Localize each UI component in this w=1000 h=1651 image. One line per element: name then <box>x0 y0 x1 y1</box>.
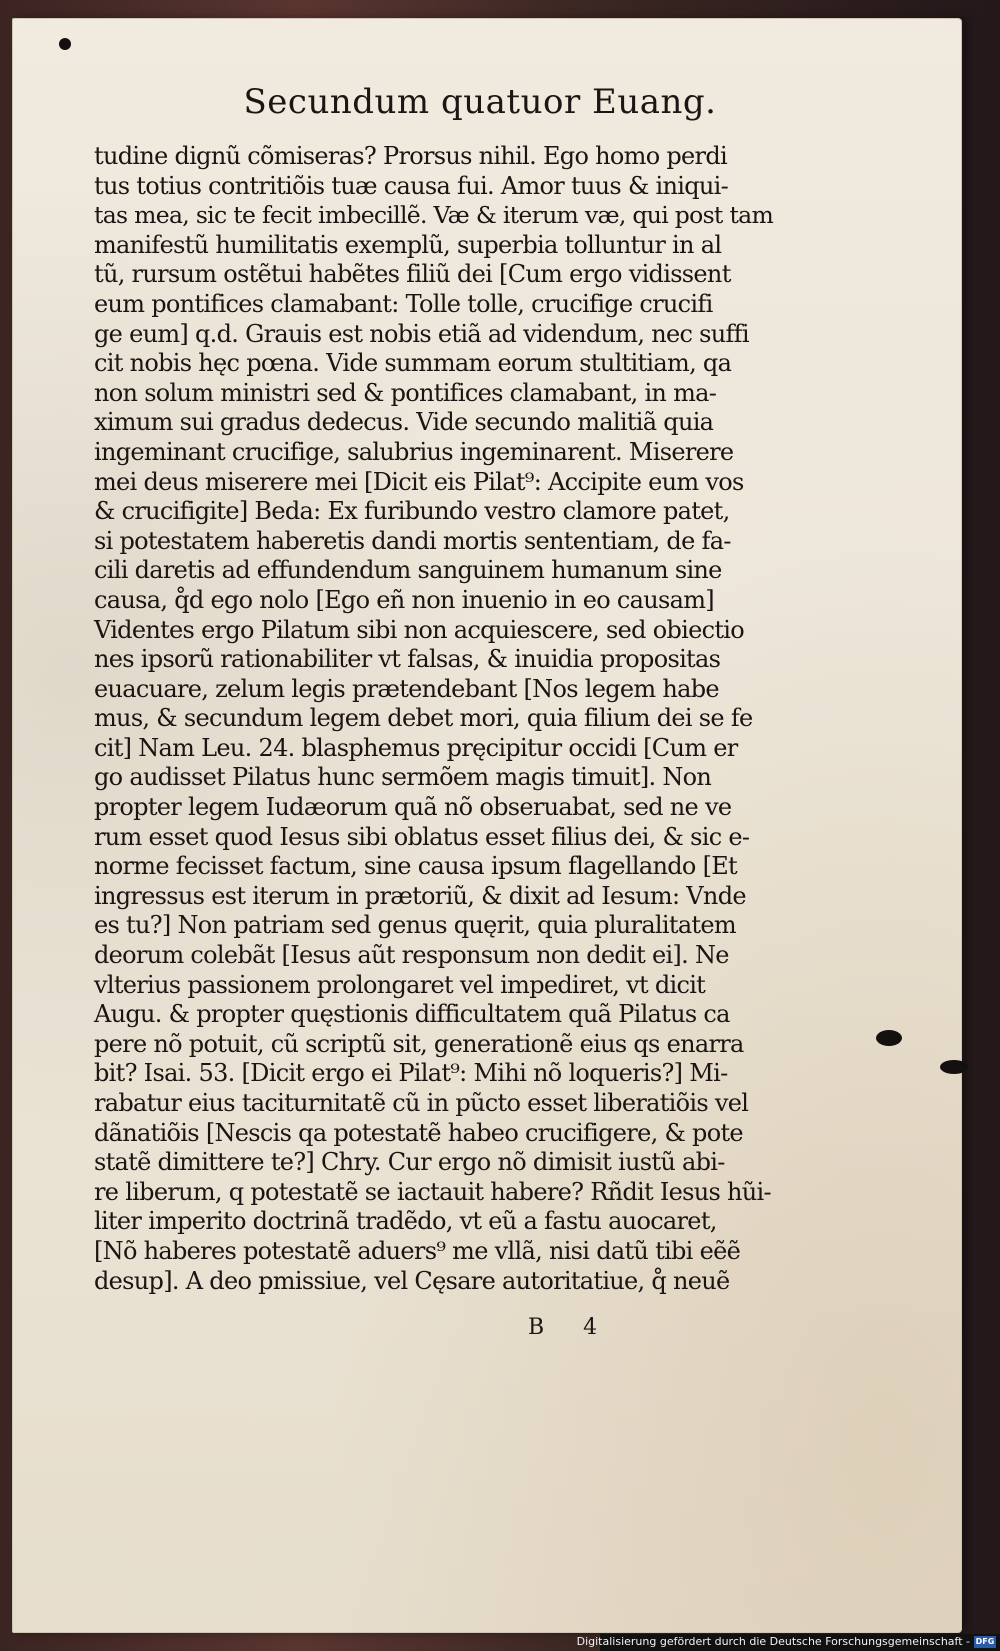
text-line: es tu?] Non patriam sed genus quęrit, quia pluralitatem <box>94 911 736 940</box>
text-line: ingressus est iterum in prætoriũ, & dixit ad Iesum: Vnde <box>94 881 746 910</box>
text-line: tas mea, sic te fecit imbecillẽ. Væ & iterum væ, qui post tam <box>94 201 774 230</box>
text-line: tudine dignũ cõmiseras? Prorsus nihil. Ego homo perdi <box>94 142 727 170</box>
footer-credit: Digitalisierung gefördert durch die Deutsche Forschungsgemeinschaft - <box>576 1635 970 1648</box>
text-line: ximum sui gradus dedecus. Vide secundo malitiã quia <box>94 408 714 437</box>
text-line: eum pontifices clamabant: Tolle tolle, crucifige crucifi <box>94 289 713 318</box>
text-line: mus, & secundum legem debet mori, quia filium dei se fe <box>94 704 753 733</box>
text-line: cit] Nam Leu. 24. blasphemus pręcipitur occidi [Cum er <box>94 733 738 762</box>
body-text <box>94 142 774 1296</box>
text-line: Augu. & propter quęstionis difficultatem quã Pilatus ca <box>94 1000 730 1029</box>
text-line: go audisset Pilatus hunc sermõem magis timuit]. Non <box>94 763 712 792</box>
text-line: tus totius contritiõis tuæ causa fui. Amor tuus & iniqui- <box>94 171 729 200</box>
text-line: nes ipsorũ rationabiliter vt falsas, & inuidia propositas <box>94 645 721 674</box>
dfg-logo: DFG <box>975 1637 995 1646</box>
text-line: si potestatem haberetis dandi mortis sententiam, de fa- <box>94 526 731 555</box>
text-line: Videntes ergo Pilatum sibi non acquiescere, sed obiectio <box>94 615 745 644</box>
text-line: & crucifigite] Beda: Ex furibundo vestro clamore patet, <box>94 497 730 526</box>
text-line: re liberum, q potestatẽ se iactauit habere? Rñdit Iesus hũi- <box>94 1177 771 1206</box>
text-line: desup]. A deo pmissiue, vel Cęsare autoritatiue, q̊ neuẽ <box>94 1266 730 1295</box>
text-line: manifestũ humilitatis exemplũ, superbia tolluntur in al <box>94 230 722 259</box>
text-line: causa, q̊d ego nolo [Ego eñ non inuenio in eo causam] <box>94 585 714 614</box>
text-line: ingeminant crucifige, salubrius ingeminarent. Miserere <box>94 437 734 466</box>
ink-spot-right-1 <box>876 1030 902 1046</box>
running-head: Secundum quatuor Euang. <box>243 82 717 122</box>
text-line: non solum ministri sed & pontifices clamabant, in ma- <box>94 378 717 407</box>
text-line: propter legem Iudæorum quã nõ obseruabat, sed ne ve <box>94 793 732 822</box>
text-line: rum esset quod Iesus sibi oblatus esset filius dei, & sic e- <box>94 822 750 851</box>
text-line: pere nõ potuit, cũ scriptũ sit, generationẽ eius qs enarra <box>94 1029 744 1058</box>
text-line: rabatur eius taciturnitatẽ cũ in pũcto esset liberatiõis vel <box>94 1089 749 1117</box>
text-line: norme fecisset factum, sine causa ipsum flagellando [Et <box>94 852 737 881</box>
text-line: ge eum] q.d. Grauis est nobis etiã ad videndum, nec suffi <box>94 319 749 348</box>
text-line: statẽ dimittere te?] Chry. Cur ergo nõ dimisit iustũ abi- <box>94 1148 725 1177</box>
text-line: [Nõ haberes potestatẽ aduers⁹ me vllã, nisi datũ tibi eẽẽ <box>94 1236 741 1265</box>
ink-spot-top-left <box>59 38 71 50</box>
text-line: vlterius passionem prolongaret vel impediret, vt dicit <box>94 970 706 999</box>
text-line: cili daretis ad effundendum sanguinem humanum sine <box>94 556 722 585</box>
signature-mark: B 4 <box>528 1315 614 1340</box>
text-line: liter imperito doctrinã tradẽdo, vt eũ a fastu auocaret, <box>94 1207 717 1236</box>
text-line: mei deus miserere mei [Dicit eis Pilat⁹: Accipite eum vos <box>94 467 744 496</box>
text-line: dãnatiõis [Nescis qa potestatẽ habeo crucifigere, & pote <box>94 1118 743 1147</box>
text-line: bit? Isai. 53. [Dicit ergo ei Pilat⁹: Mihi nõ loqueris?] Mi- <box>94 1059 728 1088</box>
text-line: euacuare, zelum legis prætendebant [Nos legem habe <box>94 674 719 703</box>
text-line: tũ, rursum ostẽtui habẽtes filiũ dei [Cum ergo vidissent <box>94 260 731 289</box>
text-line: cit nobis hęc pœna. Vide summam eorum stultitiam, qa <box>94 349 732 378</box>
ink-spot-right-2 <box>940 1060 968 1074</box>
text-line: deorum colebãt [Iesus aũt responsum non dedit ei]. Ne <box>94 941 729 970</box>
